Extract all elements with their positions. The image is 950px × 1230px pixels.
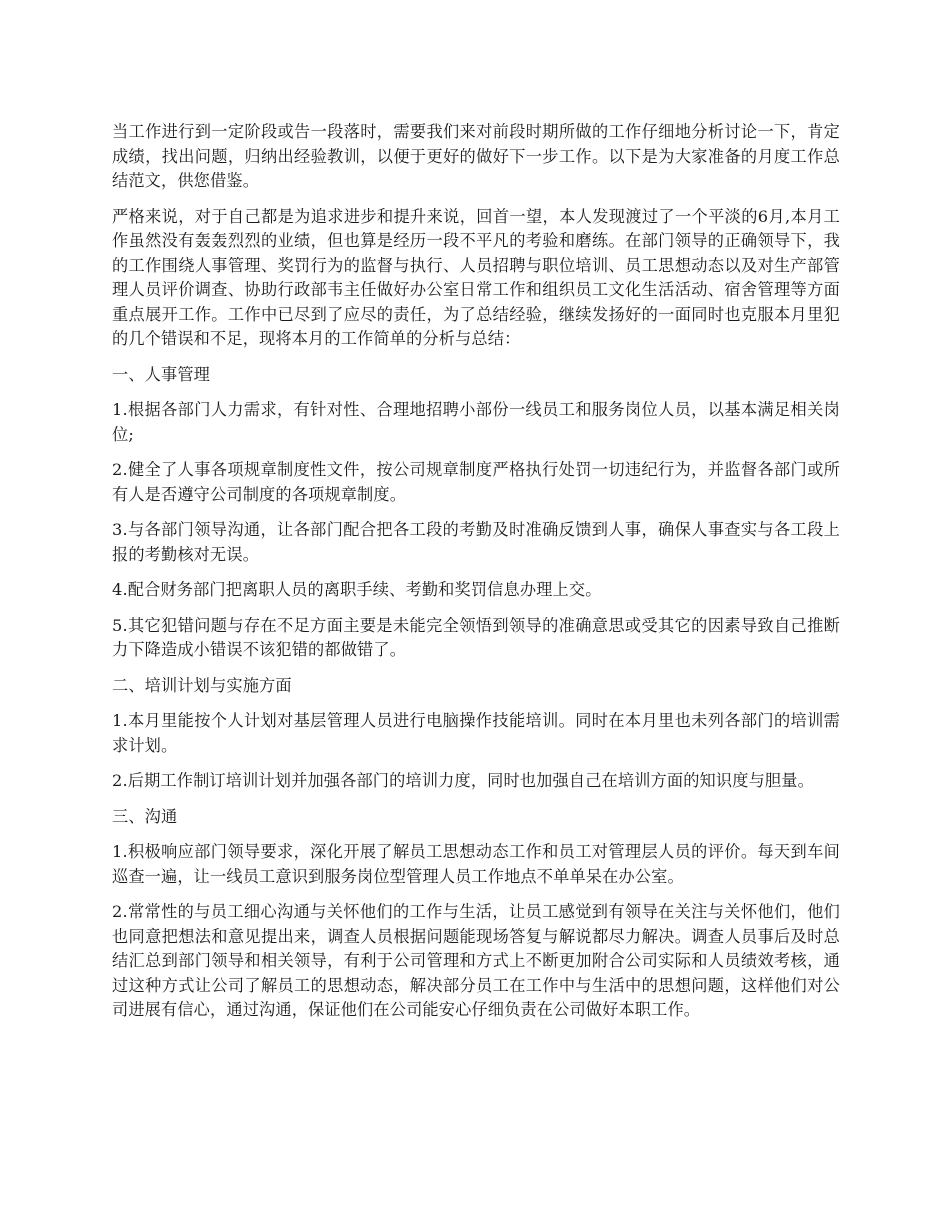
communication-item-2: 2.常常性的与员工细心沟通与关怀他们的工作与生活，让员工感觉到有领导在关注与关怀他们，他们也同意把想法和意见提出来，调查人员根据问题能现场答复与解说都尽力解决。调查人员事后及时总结汇总到部门领导和相关领导，有利于公司管理和方式上不断更加附合公司实际和人员绩效考核，通过这种方式让公司了解员工的思想动态，解决部分员工在工作中与生活中的思想问题，这样他们对公司进展有信心，通过沟通，保证他们在公司能安心仔细负责在公司做好本职工作。 <box>112 902 840 1019</box>
document-body <box>112 120 840 1034</box>
hr-item-2: 2.健全了人事各项规章制度性文件，按公司规章制度严格执行处罚一切违纪行为，并监督各部门或所有人是否遵守公司制度的各项规章制度。 <box>112 460 840 504</box>
communication-item-1: 1.积极响应部门领导要求，深化开展了解员工思想动态工作和员工对管理层人员的评价。每天到车间巡查一遍，让一线员工意识到服务岗位型管理人员工作地点不单单呆在办公室。 <box>112 842 840 886</box>
section-heading-communication: 三、沟通 <box>112 806 178 826</box>
hr-item-3: 3.与各部门领导沟通，让各部门配合把各工段的考勤及时准确反馈到人事，确保人事查实与各工段上报的考勤核对无误。 <box>112 520 840 564</box>
hr-item-5: 5.其它犯错问题与存在不足方面主要是未能完全领悟到领导的准确意思或受其它的因素导致自己推断力下降造成小错误不该犯错的都做错了。 <box>112 615 840 659</box>
training-item-2: 2.后期工作制订培训计划并加强各部门的培训力度，同时也加强自己在培训方面的知识度与胆量。 <box>112 771 814 790</box>
section-heading-training: 二、培训计划与实施方面 <box>112 675 292 695</box>
section-heading-hr: 一、人事管理 <box>112 364 211 384</box>
intro-paragraph: 当工作进行到一定阶段或告一段落时，需要我们来对前段时期所做的工作仔细地分析讨论一下，肯定成绩，找出问题，归纳出经验教训，以便于更好的做好下一步工作。以下是为大家准备的月度工作总结范文，供您借鉴。 <box>112 122 840 190</box>
training-item-1: 1.本月里能按个人计划对基层管理人员进行电脑操作技能培训。同时在本月里也未列各部门的培训需求计划。 <box>112 711 840 755</box>
hr-item-1: 1.根据各部门人力需求，有针对性、合理地招聘小部份一线员工和服务岗位人员，以基本满足相关岗位; <box>112 400 840 444</box>
overview-paragraph: 严格来说，对于自己都是为追求进步和提升来说，回首一望，本人发现渡过了一个平淡的6月,本月工作虽然没有轰轰烈烈的业绩，但也算是经历一段不平凡的考验和磨练。在部门领导的正确领导下，我的工作围绕人事管理、奖罚行为的监督与执行、人员招聘与职位培训、员工思想动态以及对生产部管理人员评价调查、协助行政部韦主任做好办公室日常工作和组织员工文化生活活动、宿舍管理等方面重点展开工作。工作中已尽到了应尽的责任，为了总结经验，继续发扬好的一面同时也克服本月里犯的几个错误和不足，现将本月的工作简单的分析与总结： <box>112 206 840 348</box>
hr-item-4: 4.配合财务部门把离职人员的离职手续、考勤和奖罚信息办理上交。 <box>112 580 602 599</box>
